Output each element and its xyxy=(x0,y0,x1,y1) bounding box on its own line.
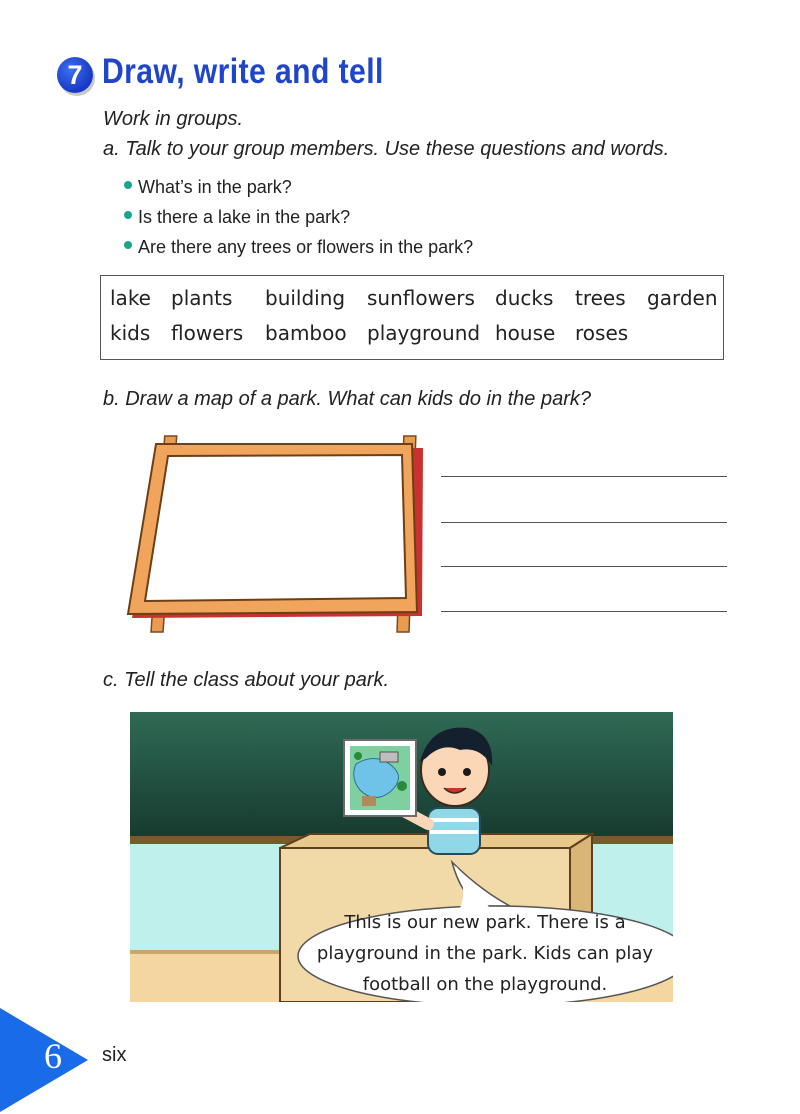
word-lake: lake xyxy=(110,286,151,310)
bullet-dot-icon xyxy=(124,241,132,249)
word-building: building xyxy=(265,286,346,310)
list-item xyxy=(124,235,473,265)
word-flowers: flowers xyxy=(171,321,244,345)
instruction-intro: Work in groups. xyxy=(103,108,244,130)
word-box xyxy=(100,275,724,360)
writing-line[interactable] xyxy=(441,476,727,477)
word-plants: plants xyxy=(171,286,233,310)
exercise-title: Draw, write and tell xyxy=(102,52,384,91)
instruction-part-b: b. Draw a map of a park. What can kids do in the park? xyxy=(103,388,592,410)
instruction-part-c: c. Tell the class about your park. xyxy=(103,669,390,691)
bullet-dot-icon xyxy=(124,211,132,219)
word-garden: garden xyxy=(647,286,718,310)
question-list xyxy=(124,175,473,265)
writing-line[interactable] xyxy=(441,611,727,612)
speech-bubble-text xyxy=(300,907,670,1000)
question-text: What’s in the park? xyxy=(138,177,292,197)
writing-line[interactable] xyxy=(441,522,727,523)
list-item xyxy=(124,175,473,205)
bullet-dot-icon xyxy=(124,181,132,189)
word-house: house xyxy=(495,321,556,345)
word-sunflowers: sunflowers xyxy=(367,286,475,310)
list-item xyxy=(124,205,473,235)
question-text: Are there any trees or flowers in the park? xyxy=(138,237,474,257)
speech-line-2: playground in the park. Kids can play xyxy=(316,943,654,964)
exercise-number-badge: 7 xyxy=(57,57,93,93)
question-text: Is there a lake in the park? xyxy=(138,207,351,227)
word-bamboo: bamboo xyxy=(265,321,347,345)
speech-line-3: football on the playground. xyxy=(362,974,608,995)
page-number-word: six xyxy=(102,1044,127,1066)
speech-line-1: This is our new park. There is a xyxy=(344,912,626,933)
word-playground: playground xyxy=(367,321,481,345)
word-kids: kids xyxy=(110,321,151,345)
page-number: 6 xyxy=(44,1036,62,1076)
writing-line[interactable] xyxy=(441,566,727,567)
word-ducks: ducks xyxy=(495,286,554,310)
word-trees: trees xyxy=(575,286,626,310)
drawing-board-easel-icon xyxy=(120,432,432,638)
instruction-part-a: a. Talk to your group members. Use these questions and words. xyxy=(103,138,670,160)
word-roses: roses xyxy=(575,321,629,345)
